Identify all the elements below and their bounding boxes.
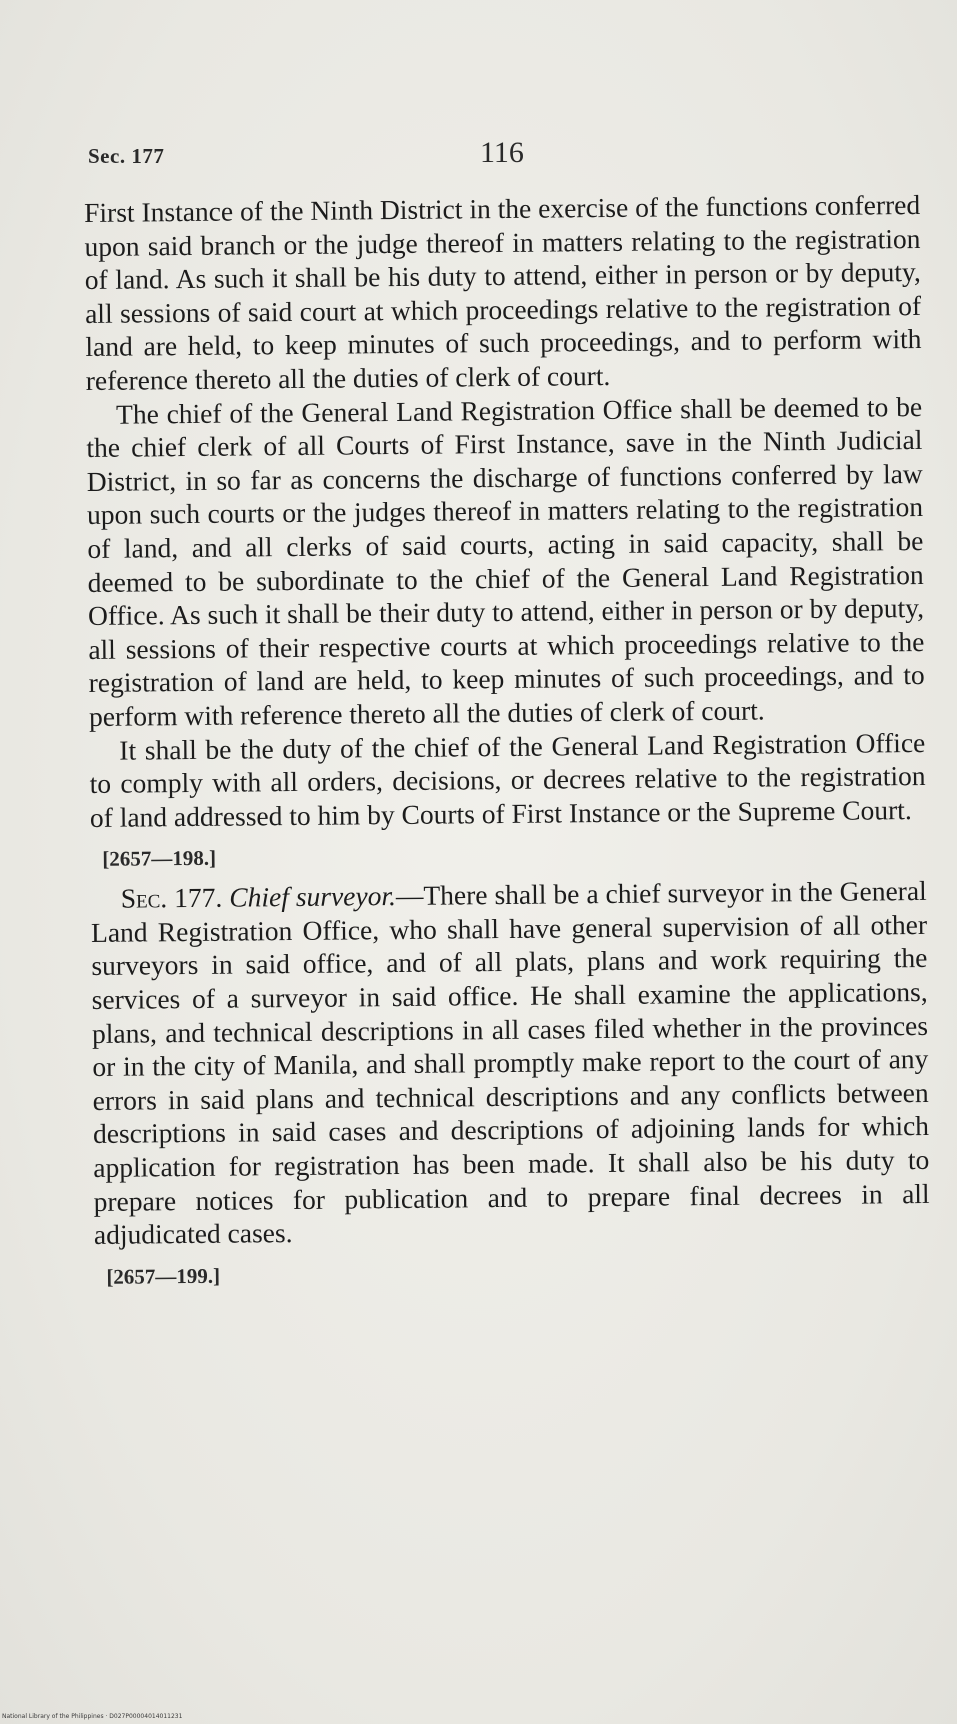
- paragraph-chief-clerk: The chief of the General Land Registration Office shall be deemed to be the chief clerk of all Courts of First Instance, save in the Ninth Judicial District, in so far as concerns the discharge of functions conferred by law upon such courts or the judges thereof in matters relating to the registration of land, and all clerks of said courts, acting in said capacity, shall be deemed to be subordinate to the chief of the General Land Registration Office. As such it shall be their duty to attend, either in person or by deputy, all sessions of their respective courts at which proceedings relative to the registration of land are held, to keep minutes of such proceedings, and to perform with reference thereto all the duties of clerk of court.: [86, 390, 925, 732]
- scan-footer-note: National Library of the Philippines · D027P00004014011231: [2, 1713, 183, 1720]
- section-text: —There shall be a chief surveyor in the General Land Registration Office, who shall have general supervision of all other surveyors in said office, and of all plats, plans and work requiring the services of a surveyor in said office. He shall examine the applications, plans, and technical descriptions in all cases filed whether in the provinces or in the city of Manila, and shall promptly make report to the court of any errors in said plans and technical descriptions and any conflicts between descriptions in said cases and descriptions of adjoining lands for which application for registration has been made. It shall also be his duty to prepare notices for publication and to prepare final decrees in all adjudicated cases.: [90, 875, 930, 1251]
- section-reference: Sec. 177: [88, 144, 165, 168]
- section-label: Sec. 177.: [120, 881, 223, 914]
- citation-198: [2657—198.]: [102, 846, 217, 872]
- section-177-paragraph: [91, 874, 931, 1252]
- citation-199: [2657—199.]: [106, 1263, 221, 1289]
- running-head: [88, 136, 918, 176]
- body-text: [84, 188, 931, 1300]
- page-number: 116: [480, 136, 524, 169]
- section-heading: Chief surveyor.: [229, 880, 397, 913]
- paragraph-continuation: First Instance of the Ninth District in the exercise of the functions conferred upon said branch or the judge thereof in matters relating to the registration of land. As such it shall be his duty to attend, either in person or by deputy, all sessions of said court at which proceedings relative to the registration of land are held, to keep minutes of such proceedings, and to perform with reference thereto all the duties of clerk of court.: [84, 188, 922, 396]
- paragraph-duty-comply: It shall be the duty of the chief of the General Land Registration Office to comply with all orders, decisions, or decrees relative to the registration of land addressed to him by Courts of First Instance or the Supreme Court.: [89, 726, 926, 833]
